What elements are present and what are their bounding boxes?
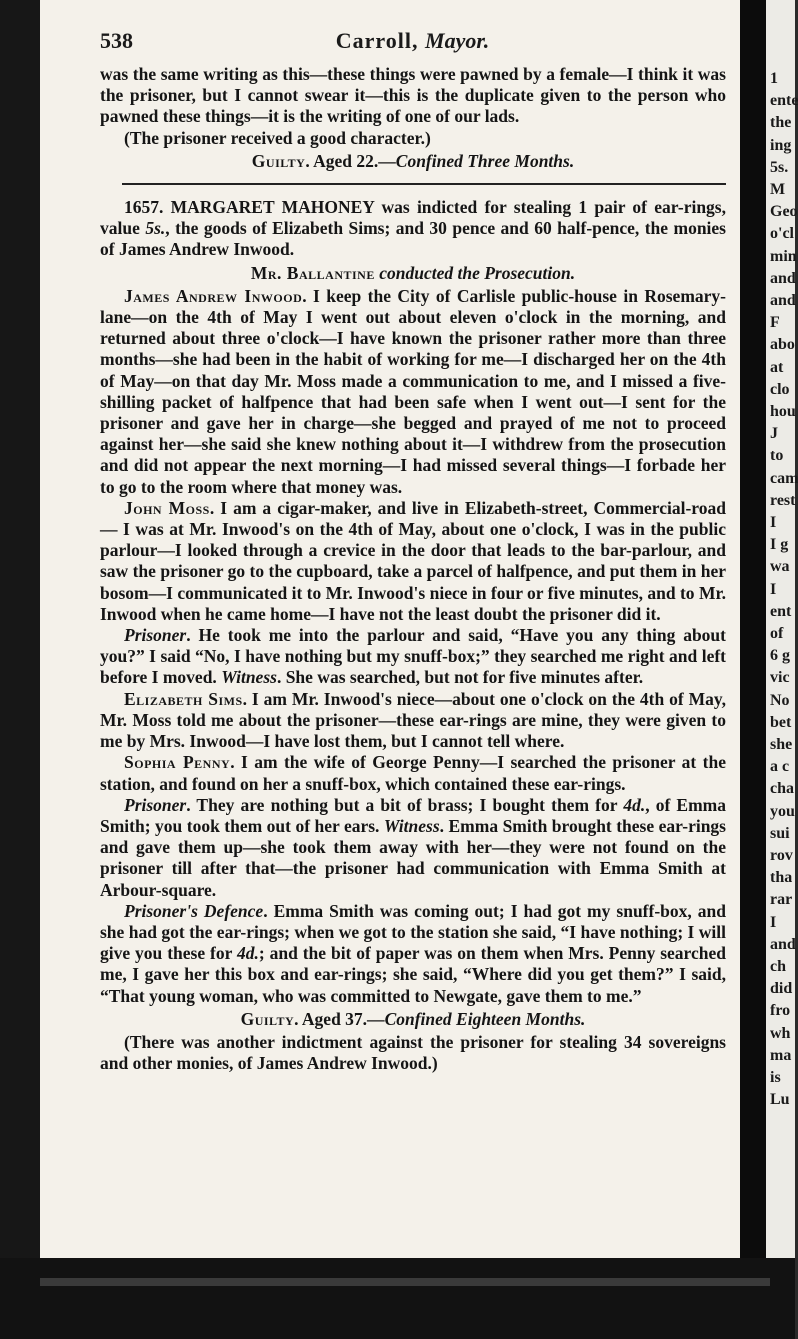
- facing-page-fragment: cam: [770, 469, 798, 487]
- facing-page-fragment: cha: [770, 780, 794, 798]
- facing-page-fragment: you: [770, 802, 795, 820]
- speaker-name: Guilty: [251, 150, 306, 171]
- paragraph: [100, 689, 726, 753]
- paragraph: [100, 752, 726, 794]
- book-gutter: [740, 0, 766, 1285]
- facing-page-fragment: and: [770, 269, 796, 287]
- facing-page-fragment: she: [770, 736, 793, 753]
- paragraph: [100, 286, 726, 498]
- text-run: . They are nothing but a bit of brass; I bought them for: [186, 794, 624, 815]
- facing-page-fragment: I: [770, 514, 777, 531]
- facing-page-fragment: Geo: [770, 203, 798, 221]
- paragraph: [100, 64, 726, 128]
- running-head: [100, 28, 725, 54]
- facing-page-fragment: ch: [770, 958, 786, 975]
- italic-text: Prisoner: [124, 794, 187, 815]
- paragraph: [100, 901, 726, 1007]
- italic-text: 5s.: [145, 218, 166, 239]
- trial-report-text: [100, 64, 726, 1074]
- facing-page-fragment: 1: [770, 70, 778, 87]
- facing-page-fragment: a c: [770, 758, 790, 776]
- speaker-name: Mr. Ballantine: [250, 262, 375, 283]
- facing-page-fragment: ma: [770, 1046, 792, 1064]
- italic-text: Prisoner: [124, 625, 187, 646]
- facing-page-fragment: No: [770, 691, 790, 709]
- italic-text: Witness: [221, 667, 277, 688]
- facing-page-fragment: fro: [770, 1002, 791, 1020]
- facing-page-fragment: and: [770, 935, 796, 953]
- verdict-line: [100, 263, 726, 284]
- speaker-name: James Andrew Inwood: [124, 285, 303, 306]
- facing-page-fragment: ent: [770, 602, 792, 620]
- facing-page-fragment: wh: [770, 1024, 791, 1042]
- speaker-name: John Moss: [124, 497, 210, 518]
- italic-text: Witness: [383, 815, 440, 836]
- text-run: . She was searched, but not for five minutes after.: [276, 667, 644, 688]
- facing-page-fragment: clo: [770, 380, 790, 398]
- facing-page-fragment: did: [770, 980, 793, 998]
- facing-page-fragment: ente: [770, 92, 798, 110]
- text-run: (There was another indictment against the prisoner for stealing 34 sovereigns and other monies, of James Andrew Inwood.): [100, 1031, 726, 1074]
- facing-page-fragment: o'cl: [770, 225, 794, 243]
- paragraph: [100, 498, 726, 625]
- text-run: , the goods of Elizabeth Sims; and 30 pence and 60 half-pence, the monies of James Andrew Inwood.: [100, 218, 726, 260]
- facing-page-fragment: ing: [770, 136, 792, 154]
- text-run: . I am the wife of George Penny—I searched the prisoner at the station, and found on her a snuff-box, which contained these ear-rings.: [100, 752, 727, 794]
- text-run: 1657. MARGARET MAHONEY was indicted for stealing 1 pair of ear-rings, value: [100, 197, 726, 239]
- text-run: ; and the bit of paper was on them when Mrs. Penny searched me, I gave her this box and ear-rings; she said, “Where did you get them?” I said, “That young woman, who was committed to Newgate, gave them to me.”: [100, 943, 727, 1006]
- text-run: , of Emma Smith; you took them out of her ears.: [100, 794, 727, 836]
- facing-page-fragment: I: [770, 913, 777, 931]
- text-run: (The prisoner received a good character.): [124, 127, 431, 148]
- text-run: . Emma Smith brought these ear-rings and gave them up—she took them away with her—they were not found on the prisoner till after that—the prisoner had communication with Emma Smith at Arbour-square.: [100, 815, 726, 900]
- facing-page-fragment: rov: [770, 847, 793, 864]
- paragraph: [100, 795, 726, 901]
- text-run: . He took me into the parlour and said, “Have you any thing about you?” I said “No, I have nothing but my snuff-box;” they searched me right and left before I moved.: [100, 625, 726, 688]
- paragraph: [100, 1032, 726, 1074]
- section-divider: [122, 183, 726, 185]
- speaker-name: Elizabeth Sims: [124, 688, 243, 709]
- paragraph: [100, 128, 726, 149]
- page-number: 538: [100, 28, 133, 53]
- text-run: . I am Mr. Inwood's niece—about one o'clock on the 4th of May, Mr. Moss told me about the prisoner—these ear-rings are mine, they were given to me by Mrs. Inwood—I have lost them, but I cannot tell where.: [100, 688, 726, 752]
- verdict-line: [100, 151, 726, 172]
- italic-text: 4d.: [236, 943, 259, 964]
- facing-page-fragment: 5s.: [770, 158, 789, 176]
- text-run: was the same writing as this—these things were pawned by a female—I think it was the prisoner, but I cannot swear it—this is the duplicate given to the person who pawned these things—it is the writing of one of our lads.: [100, 64, 726, 127]
- page-edge-strip: [40, 1278, 770, 1286]
- running-head-title: Mayor.: [425, 28, 490, 53]
- italic-text: Prisoner's Defence: [124, 900, 264, 921]
- facing-page-fragment: rar: [770, 891, 793, 909]
- scan-left-edge: [0, 0, 40, 1339]
- facing-page-fragment: vic: [770, 669, 790, 687]
- scan-bottom-edge: [0, 1258, 795, 1339]
- facing-page-fragment: tha: [770, 869, 793, 887]
- speaker-name: Guilty: [240, 1008, 295, 1029]
- facing-page-fragment: wa: [770, 558, 790, 576]
- running-head-name: Carroll,: [335, 28, 419, 53]
- facing-page-fragment: of: [770, 625, 784, 642]
- facing-page-fragment: at: [770, 358, 784, 376]
- text-run: . Aged 22.—: [305, 150, 396, 171]
- speaker-name: Sophia Penny: [124, 752, 231, 773]
- facing-page-fragment: hou: [770, 403, 796, 420]
- facing-page-fragment: and: [770, 292, 796, 309]
- facing-page-fragment: to: [770, 447, 784, 465]
- facing-page-fragment: J: [770, 425, 778, 443]
- italic-text: conducted the Prosecution.: [374, 262, 576, 283]
- facing-page-fragment: F: [770, 314, 780, 332]
- text-run: . I am a cigar-maker, and live in Elizabeth-street, Commercial-road — I was at Mr. Inwood's on the 4th of May, about one o'clock, I was in the public parlour—I looked through a crevice in the door that leads to the bar-parlour, and saw the prisoner go to the cupboard, take a parcel of halfpence, and put them in her bosom—I communicated it to Mr. Inwood's niece in four or five minutes, and to Mr. Inwood when he came home—I have not the least doubt the prisoner did it.: [100, 497, 726, 624]
- facing-page-edge: [766, 0, 798, 1265]
- facing-page-fragment: bet: [770, 713, 792, 731]
- paragraph: [100, 197, 726, 261]
- facing-page-fragment: abo: [770, 336, 795, 354]
- italic-text: Confined Three Months.: [395, 150, 575, 171]
- italic-text: Confined Eighteen Months.: [384, 1008, 586, 1029]
- facing-page-fragment: M: [770, 181, 786, 198]
- facing-page-fragment: min: [770, 247, 797, 265]
- facing-page-fragment: is: [770, 1069, 781, 1086]
- text-run: . I keep the City of Carlisle public-house in Rosemary-lane—on the 4th of May I went out about eleven o'clock in the morning, and returned about three o'clock—I have known the prisoner rather more than three months—she had been in the habit of working for me—I discharged her on the 4th of May—on that day Mr. Moss made a communication to me, and I missed a five-shilling packet of halfpence that had been safe when I went out—I sent for the prisoner and gave her in charge—she begged and prayed of me not to proceed against her—she said she knew nothing about it—I withdrew from the prosecution and did not appear the next morning—I had missed several things—I forbade her to go to the room where that money was.: [100, 285, 726, 497]
- text-run: . Aged 37.—: [294, 1008, 385, 1029]
- text-run: . Emma Smith was coming out; I had got my snuff-box, and she had got the ear-rings; when we got to the station she said, “I have nothing; I will give you these for: [100, 900, 726, 964]
- italic-text: 4d.: [623, 794, 646, 815]
- facing-page-fragment: 6 g: [770, 647, 790, 665]
- facing-page-fragment: Lu: [770, 1091, 790, 1109]
- facing-page-fragment: I g: [770, 536, 789, 554]
- paragraph: [100, 625, 726, 689]
- facing-page-fragment: the: [770, 114, 792, 132]
- page-header: [100, 28, 725, 58]
- facing-page-fragment: sui: [770, 824, 790, 842]
- facing-page-fragment: rest: [770, 491, 796, 509]
- facing-page-fragment: I: [770, 580, 777, 598]
- verdict-line: [100, 1009, 726, 1030]
